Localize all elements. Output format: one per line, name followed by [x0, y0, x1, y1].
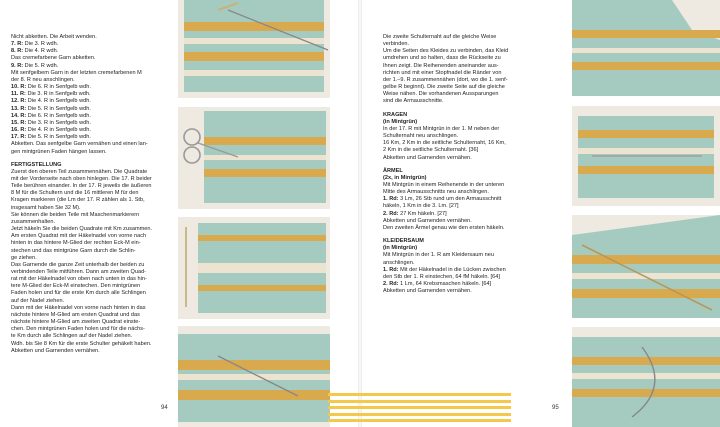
text-line — [11, 169, 176, 176]
text-line — [11, 41, 176, 48]
text-line — [11, 248, 176, 255]
text-line — [383, 260, 563, 267]
text-content: 3 Lm, 26 Stb rund um den Armausschnitt — [398, 196, 502, 203]
dress-detail-3-image — [572, 215, 720, 318]
text-line — [11, 226, 176, 233]
text-line — [11, 183, 176, 190]
text-line — [383, 281, 563, 288]
text-line — [383, 288, 563, 295]
text-content: Die 4. R in Senfgelb wdh. — [26, 98, 91, 105]
text-line — [383, 211, 563, 218]
text-line — [383, 252, 563, 259]
text-line — [11, 276, 176, 283]
crochet-swatch-1-image — [178, 0, 330, 98]
text-line — [11, 70, 176, 77]
text-content: zusammenhalten. — [11, 218, 56, 225]
row-label: 16. R: — [11, 127, 27, 134]
text-line — [383, 155, 563, 162]
text-content: Um die Seiten des Kleides zu verbinden, das Kleid — [383, 48, 509, 55]
text-line — [11, 106, 176, 113]
text-content: anschlingen. — [383, 259, 415, 266]
text-content: Mitte des Armausschnitts neu anschlingen. — [383, 189, 489, 196]
text-line — [11, 312, 176, 319]
text-content: mit der Vorderseite nach oben hinlegen. Die 17. R beider — [11, 175, 152, 182]
text-content: stechen und das mintgrüne Garn durch die Schlin- — [11, 247, 136, 254]
text-line — [11, 233, 176, 240]
text-content: insgesamt haben Sie 32 M). — [11, 204, 81, 211]
kleidersaum-instructions — [383, 252, 563, 295]
text-content: 16 Km, 2 Km in die seitliche Schulternaht, 16 Km, — [383, 140, 506, 147]
text-line — [11, 240, 176, 247]
text-line — [11, 326, 176, 333]
dress-detail-2-image — [572, 106, 720, 206]
text-content: Die 3. R in Senfgelb wdh. — [26, 119, 91, 126]
text-content: Kragen markieren (die Lm der 17. R zählen als 1. Stb, — [11, 197, 145, 204]
text-content: der 8. R neu anschlingen. — [11, 76, 75, 83]
text-content: 2 Km in die seitliche Schulternaht. [36] — [383, 147, 479, 154]
text-content: gen mintgrünen Faden hängen lassen. — [11, 148, 107, 155]
text-content: Jetzt häkeln Sie die beiden Quadrate mit Km zusammen. — [11, 226, 153, 233]
text-content: auf der Nadel ziehen. — [11, 297, 65, 304]
text-content: Die 5. R in Senfgelb wdh. — [26, 134, 91, 141]
text-line — [11, 149, 176, 156]
text-content: Die 3. R in Senfgelb wdh. — [25, 91, 91, 98]
text-line — [383, 55, 563, 62]
text-content: Die 5. R wdh. — [23, 62, 59, 69]
text-content: Das cremefarbene Garn abketten. — [11, 55, 96, 62]
text-line — [11, 98, 176, 105]
text-content: Abketten und Garnenden vernähen. — [383, 288, 472, 295]
row-label: 13. R: — [11, 105, 27, 112]
text-line — [11, 127, 176, 134]
photo-crochet-swatch-3 — [178, 217, 330, 319]
text-content: Abketten und Garnenden vernähen. — [383, 217, 472, 224]
text-line — [383, 218, 563, 225]
row-label: 2. Rd: — [383, 210, 399, 217]
text-content: Mit senfgelbem Garn in der letzten cremefarbenen M — [11, 69, 142, 76]
row-label: 14. R: — [11, 112, 27, 119]
text-content: häkeln, 1 Km in die 3. Lm. [27] — [383, 203, 459, 210]
text-line — [11, 212, 176, 219]
text-line — [383, 41, 563, 48]
text-content: Zuerst den oberen Teil zusammennähen. Die Quadrate — [11, 168, 148, 175]
section-sub-aermel: (2x, in Mintgrün) — [383, 174, 427, 181]
crochet-swatch-4-image — [178, 326, 330, 427]
text-content: Die 4. R in Senfgelb wdh. — [26, 127, 91, 134]
text-content: Den zweiten Ärmel genau wie den ersten häkeln. — [383, 224, 505, 231]
row-label: 15. R: — [11, 119, 27, 126]
section-heading-kragen: KRAGEN — [383, 111, 408, 118]
text-content: verbinden. — [383, 41, 410, 48]
text-line — [11, 290, 176, 297]
text-line — [383, 63, 563, 70]
section-heading-kleidersaum: KLEIDERSAUM — [383, 238, 424, 245]
text-line — [11, 348, 176, 355]
text-line — [383, 274, 563, 281]
text-line — [11, 113, 176, 120]
crochet-swatch-3-image — [178, 217, 330, 319]
text-line — [11, 197, 176, 204]
section-heading-fertigstellung: FERTIGSTELLUNG — [11, 161, 62, 168]
text-line — [383, 147, 563, 154]
crochet-swatch-2-image — [178, 107, 330, 209]
text-content: umdrehen und so halten, dass die Rückseite zu — [383, 55, 501, 62]
photo-dress-detail-2 — [572, 106, 720, 206]
text-line — [11, 298, 176, 305]
text-line — [11, 219, 176, 226]
text-line — [11, 319, 176, 326]
text-line — [11, 262, 176, 269]
text-line — [11, 48, 176, 55]
text-line — [383, 77, 563, 84]
text-line — [383, 98, 563, 105]
row-label: 12. R: — [11, 98, 27, 105]
row-label: 7. R: — [11, 41, 24, 48]
text-content: Sie können die beiden Teile mit Maschenmarkierern — [11, 211, 140, 218]
text-line — [383, 225, 563, 232]
photo-crochet-swatch-4 — [178, 326, 330, 427]
text-content: Abketten und Garnenden vernähen. — [383, 154, 472, 161]
text-line — [383, 182, 563, 189]
text-content: ge ziehen. — [11, 254, 37, 261]
text-content: der 1.–9. R zusammennähen (dort, wo die 1. senf- — [383, 76, 508, 83]
text-content: rat mit der Häkelnadel von oben nach unten in das hin- — [11, 276, 147, 283]
text-line — [383, 48, 563, 55]
text-content: Weise nähen. Die vorhandenen Aussparungen — [383, 91, 499, 98]
text-content: Die zweite Schulternaht auf die gleiche Weise — [383, 34, 497, 40]
section-sub-kragen: (in Mintgrün) — [383, 118, 418, 125]
row-label: 10. R: — [11, 84, 27, 91]
text-line — [11, 269, 176, 276]
text-content: sind die Armausschnitte. — [383, 98, 444, 105]
text-line — [11, 341, 176, 348]
row-label: 9. R: — [11, 62, 24, 69]
text-content: Am ersten Quadrat mit der Häkelnadel von vorne nach — [11, 233, 147, 240]
text-content: Wdh. bis Sie 8 Km für die erste Schulter gehäkelt haben. — [11, 340, 152, 347]
photo-crochet-swatch-1 — [178, 0, 330, 98]
text-line — [383, 91, 563, 98]
row-instructions — [11, 34, 176, 156]
text-content: tere M-Glied der Eck-M einstechen. Den mintgrünen — [11, 283, 141, 290]
dress-detail-4-image — [572, 327, 720, 427]
text-line — [11, 205, 176, 212]
dress-detail-1-image — [572, 0, 720, 96]
row-label: 1. Rd: — [383, 266, 399, 273]
row-label: 1. Rd: — [383, 196, 399, 203]
text-content: Teile berühren einander. In der 17. R jeweils die äußeren — [11, 183, 152, 190]
text-line — [383, 84, 563, 91]
text-line — [383, 126, 563, 133]
row-label: 2. Rd: — [383, 281, 399, 287]
text-line — [11, 190, 176, 197]
text-line — [383, 196, 563, 203]
text-line — [11, 283, 176, 290]
text-line — [11, 141, 176, 148]
text-line — [383, 189, 563, 196]
text-line — [11, 84, 176, 91]
photo-dress-detail-1 — [572, 0, 720, 96]
row-label: 17. R: — [11, 134, 27, 141]
text-content: Die 5. R in Senfgelb wdh. — [26, 105, 91, 112]
text-content: 27 Km häkeln. [27] — [398, 210, 447, 217]
text-line — [383, 34, 563, 41]
text-line — [11, 91, 176, 98]
text-line — [11, 176, 176, 183]
row-label: 8. R: — [11, 48, 24, 55]
text-content: den Stb der 1. R einstechen, 64 fM häkeln. [64] — [383, 273, 500, 280]
text-content: Die 6. R in Senfgelb wdh. — [26, 84, 91, 91]
text-line — [383, 70, 563, 77]
page-number-right: 95 — [552, 405, 559, 411]
text-content: 1 Lm, 64 Krebsmaschen häkeln. [64] — [398, 281, 492, 287]
text-content: Die 3. R wdh. — [23, 41, 59, 48]
text-content: Die 4. R wdh. — [23, 48, 59, 55]
text-line — [11, 333, 176, 340]
text-line — [383, 267, 563, 274]
photo-dress-detail-3 — [572, 215, 720, 318]
text-line — [383, 203, 563, 210]
text-content: Mit der Häkelnadel in die Lücken zwischen — [398, 266, 506, 273]
text-content: nächste hintere M-Glied am ersten Quadrat und das — [11, 311, 140, 318]
text-content: nächste hintere M-Glied am zweiten Quadrat einste- — [11, 319, 141, 326]
text-content: chen. Den mintgrünen Faden holen und für die nächs- — [11, 326, 145, 333]
assembly-instructions — [11, 169, 176, 355]
left-page-text — [11, 34, 176, 355]
text-content: Das Garnende die ganze Zeit unterhalb der beiden zu — [11, 261, 145, 268]
section-sub-kleidersaum: (in Mintgrün) — [383, 245, 418, 252]
row-label: 11. R: — [11, 91, 26, 98]
page-number-left: 94 — [161, 405, 168, 411]
text-line — [383, 140, 563, 147]
text-content: Nicht abketten. Die Arbeit wenden. — [11, 34, 97, 40]
section-heading-aermel: ÄRMEL — [383, 167, 403, 174]
text-content: gelbe R beginnt). Die zweite Seite auf die gleiche — [383, 84, 505, 91]
text-content: 8 M für die Schultern und die 16 mittleren M für den — [11, 190, 139, 197]
text-content: Ihnen zeigt. Die Reihenenden aneinander aus- — [383, 62, 499, 69]
text-content: In der 17. R mit Mintgrün in der 1. M neben der — [383, 125, 500, 132]
text-content: Faden holen und für die erste Km durch alle Schlingen — [11, 290, 146, 297]
photo-crochet-swatch-2 — [178, 107, 330, 209]
text-content: Schulternaht neu anschlingen. — [383, 133, 459, 140]
text-content: hinten in das hintere M-Glied der rechten Eck-M ein- — [11, 240, 141, 247]
text-line — [383, 133, 563, 140]
text-line — [11, 134, 176, 141]
decorative-stripes — [328, 393, 511, 427]
right-page-text — [383, 34, 563, 295]
text-line — [11, 305, 176, 312]
text-line — [11, 63, 176, 70]
text-content: Dann mit der Häkelnadel von vorne nach hinten in das — [11, 304, 146, 311]
text-content: verbindenden Teile mitführen. Dann am zweiten Quad- — [11, 269, 147, 275]
text-line — [11, 255, 176, 262]
kragen-instructions — [383, 126, 563, 162]
text-line — [11, 55, 176, 62]
book-gutter — [358, 0, 362, 427]
photo-dress-detail-4 — [572, 327, 720, 427]
text-line — [11, 77, 176, 84]
text-line — [11, 34, 176, 41]
text-content: Die 6. R in Senfgelb wdh. — [26, 112, 91, 119]
text-content: Abketten. Das senfgelbe Garn vernähen und einen lan- — [11, 141, 148, 148]
text-content: Abketten und Garnenden vernähen. — [11, 347, 100, 354]
aermel-instructions — [383, 182, 563, 232]
text-line — [11, 120, 176, 127]
side-seam-instructions — [383, 34, 563, 106]
text-content: richten und mit einer Stopfnadel die Ränder von — [383, 69, 502, 76]
text-content: Mit Mintgrün in der 1. R am Kleidersaum neu — [383, 252, 494, 259]
text-content: Mit Mintgrün in einem Reihenende in der unteren — [383, 181, 505, 188]
text-content: te Km durch alle Schlingen auf der Nadel ziehen. — [11, 333, 133, 340]
